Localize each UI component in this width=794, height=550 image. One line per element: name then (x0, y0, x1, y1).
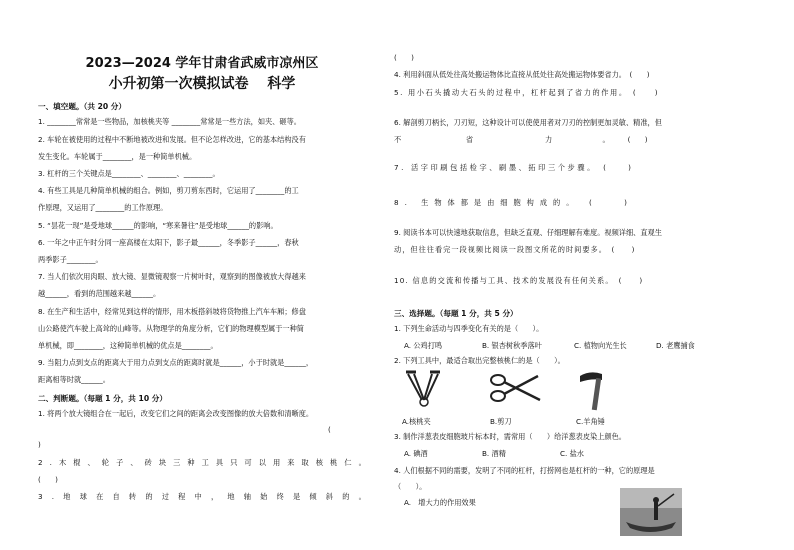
spread-char: 取 (301, 458, 309, 467)
spread-char: 程 (178, 492, 186, 501)
section-choice-heading: 三、选择题。（每题 1 分，共 5 分） (394, 309, 518, 318)
question-line: 4. 人们根据不同的需要，发明了不同的杠杆，打捞网也是杠杆的一种，它的原理是 (394, 466, 655, 475)
spread-char: 子 (116, 458, 124, 467)
spread-char: 核 (315, 458, 323, 467)
question-line: 7. 当人们依次用肉眼、放大镜、显微镜观察一片树叶时，观察到的图像被放大得越来 (38, 272, 306, 281)
spread-char: 终 (276, 492, 284, 501)
spread-char: 轮 (101, 458, 109, 467)
answer-paren: ( ) (38, 475, 58, 484)
nutcracker-icon (402, 370, 446, 410)
spread-char: 的 (145, 492, 153, 501)
question-line: 1. 下列生命活动与四季变化有关的是（ ）。 (394, 324, 544, 333)
spread-char: 仁 (344, 458, 352, 467)
exam-title-line1: 2023—2024 学年甘肃省武威市凉州区 (85, 56, 319, 71)
question-line: 4. 有些工具是几种简单机械的组合。例如，剪刀剪东西时，它运用了________的工 (38, 186, 299, 195)
option-b: B.剪刀 (490, 417, 512, 426)
question-line: 3. 制作洋葱表皮细胞玻片标本时，需常用（ ）给洋葱表皮染上颜色。 (394, 432, 626, 441)
spread-char: . (49, 458, 52, 467)
section-judge-heading: 二、判断题。（每题 1 分，共 10 分） (38, 394, 167, 403)
answer-paren: （ ）。 (394, 482, 427, 491)
question-line: 2. 下列工具中，最适合取出完整核桃仁的是（ ）。 (394, 356, 565, 365)
option-a: A. 增大力的作用效果 (404, 498, 476, 507)
spread-char: 用 (272, 458, 281, 467)
spread-char: 砖 (144, 458, 152, 467)
spread-char: 来 (287, 458, 295, 467)
spread-char: 木 (59, 458, 67, 467)
spread-char: 在 (96, 492, 104, 501)
question-line: 山公路使汽车驶上高耸的山峰等。从物理学的角度分析，它们的物理模型属于一种简 (38, 324, 304, 333)
spread-char: 以 (258, 458, 266, 467)
answer-paren: ) (38, 440, 41, 449)
question-line-spread (38, 492, 366, 502)
question-line: 4. 利用斜面从低处往高处搬运物体比直接从低处往高处搬运物体要省力。 ( ) (394, 70, 650, 79)
question-line: 距离相等时就______。 (38, 375, 110, 384)
spread-char: 块 (158, 458, 167, 467)
fishing-net-photo (620, 488, 682, 536)
spread-char: ， (210, 492, 219, 501)
option-a: A.核桃夹 (402, 417, 431, 426)
spread-char: 只 (230, 458, 238, 467)
answer-paren: ( ) (394, 53, 414, 62)
exam-title-line2: 小升初第一次模拟试卷 科学 (108, 76, 296, 92)
section-fill-blank-heading: 一、填空题。（共 20 分） (38, 102, 126, 111)
option-c: C.羊角锤 (576, 417, 605, 426)
spread-char: 球 (79, 492, 87, 501)
spread-char: 种 (187, 458, 195, 467)
option-d: D. 老鹰捕食 (656, 341, 695, 350)
question-line: 7. 活字印刷包括检字、刷墨、拓印三个步骤。 ( ) (394, 163, 634, 172)
spread-char: 2 (38, 458, 43, 467)
question-line: 两季影子________。 (38, 255, 103, 264)
option-b: B. 银杏树秋季落叶 (482, 341, 542, 350)
option-a: A. 碘酒 (404, 449, 428, 458)
spread-char: 过 (161, 492, 169, 501)
question-line: 2. 车轮在被使用的过程中不断地被改进和发展。但不论怎样改进，它的基本结构没有 (38, 135, 306, 144)
spread-char: 斜 (325, 492, 333, 501)
question-line: 单机械，即________，这种简单机械的优点是________。 (38, 341, 218, 350)
spread-char: 轴 (243, 492, 251, 501)
question-line: 越______，看到的范围越来越______。 (38, 289, 161, 298)
spread-char: 地 (63, 492, 71, 501)
question-line: 8. 在生产和生活中，经常见到这样的情形，用木板搭斜坡将货物推上汽车车厢；修盘 (38, 307, 306, 316)
spread-char: 。 (358, 492, 366, 501)
question-line: 1. 将两个放大镜组合在一起后，改变它们之间的距离会改变图像的放大倍数和清晰度。 (38, 409, 314, 418)
spread-char: 转 (128, 492, 137, 501)
question-line: 3. 杠杆的三个关键点是________、________、________。 (38, 169, 220, 178)
scissors-icon (488, 370, 542, 410)
option-a: A. 公鸡打鸣 (404, 341, 443, 350)
spread-char: 。 (358, 458, 366, 467)
spread-char: 倾 (309, 492, 317, 501)
spread-char: 桃 (330, 458, 338, 467)
question-line: 作原理，又运用了________的工作原理。 (38, 203, 168, 212)
spread-char: 、 (130, 458, 138, 467)
spread-char: 、 (87, 458, 95, 467)
question-line: 9. 当阻力点到支点的距离大于用力点到支点的距离时就是______，小于时就是______， (38, 358, 314, 367)
spread-char: 始 (260, 492, 268, 501)
question-line: 5. 用小石头撬动大石头的过程中，杠杆起到了省力的作用。 ( ) (394, 88, 660, 97)
claw-hammer-icon (576, 368, 616, 412)
question-line: 6. 解剖剪刀柄长，刀刃短，这种设计可以使使用者对刀刃的控制更加灵敏、精准，但 (394, 118, 662, 127)
question-line: 9. 阅读书本可以快速地获取信息，但缺乏直观、仔细理解有难度。视频详细、直观生 (394, 228, 662, 237)
answer-paren: ( (328, 425, 331, 434)
question-line: 10. 信息的交流和传播与工具、技术的发展没有任何关系。 ( ) (394, 276, 644, 285)
spread-char: 具 (215, 458, 224, 467)
question-line: 发生变化。车轮属于________，是一种简单机械。 (38, 152, 197, 161)
spread-char: 棍 (73, 458, 81, 467)
spread-char: 可 (244, 458, 252, 467)
spread-char: 三 (173, 458, 181, 467)
spread-char: 的 (342, 492, 350, 501)
spread-char: 工 (201, 458, 209, 467)
option-c: C. 植物向光生长 (574, 341, 627, 350)
question-line: 6. 一年之中正午时分同一座高楼在太阳下，影子最______，冬季影子______，春秋 (38, 238, 299, 247)
question-line: 动，但往往看完一段视频比阅读一段图文所花的时间要多。 ( ) (394, 245, 636, 254)
spread-char: . (51, 492, 55, 501)
question-line: 5. “昙花一现”是受地球______的影响，“寒来暑往”是受地球______的影响。 (38, 221, 278, 230)
option-b: B. 酒精 (482, 449, 506, 458)
option-c: C. 盐水 (560, 449, 584, 458)
spread-char: 是 (292, 492, 301, 501)
question-line: 不 省 力 。 ( ) (394, 135, 648, 144)
spread-char: 3 (38, 492, 43, 501)
spread-char: 中 (194, 492, 202, 501)
question-line: 1. ________常常是一些物品，加核桃夹等 ________常常是一些方法，如夹、砸等。 (38, 117, 301, 126)
question-line: 8. 生物体都是由细胞构成的。 ( ) (394, 198, 633, 207)
spread-char: 地 (227, 492, 235, 501)
spread-char: 自 (112, 492, 120, 501)
question-line-spread (38, 458, 366, 468)
